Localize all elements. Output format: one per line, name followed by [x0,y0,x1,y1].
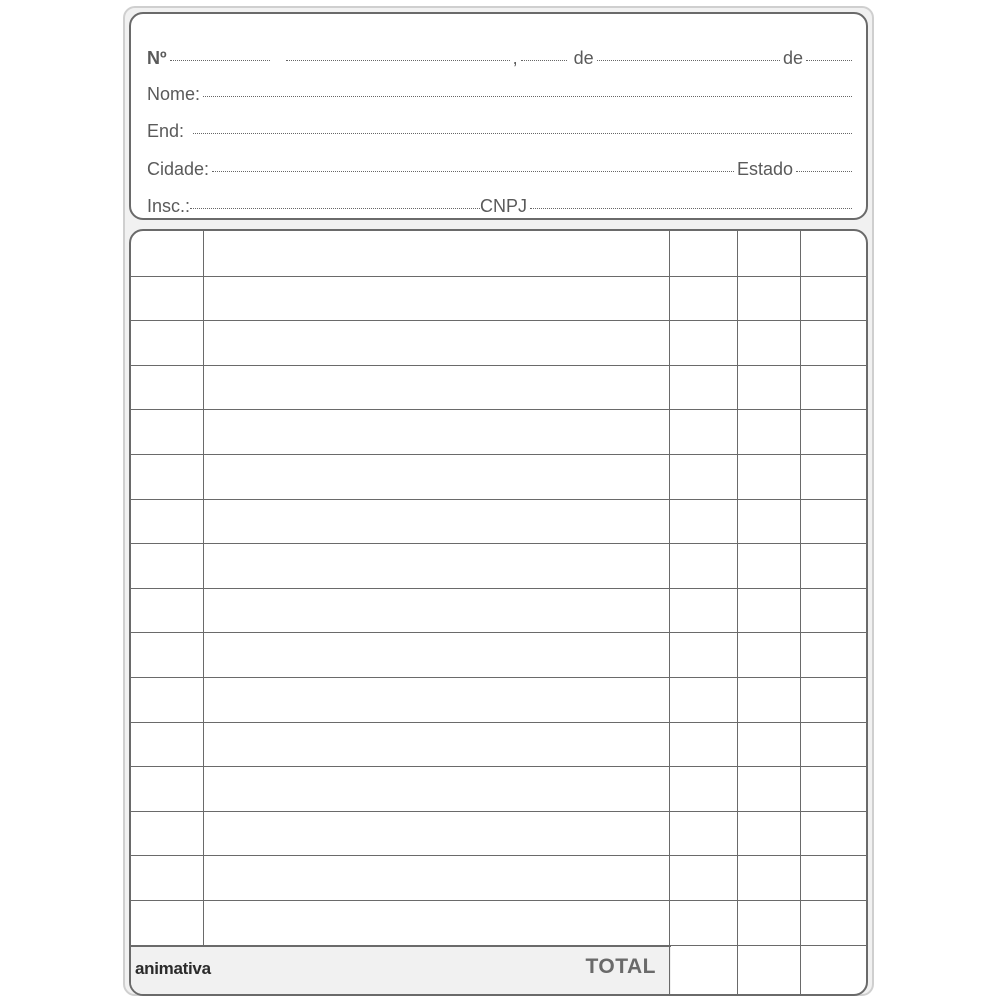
table-row-line [131,588,868,589]
de-label-1: de [573,48,594,68]
insc-cnpj-line [147,196,855,217]
customer-info-box [129,12,868,220]
table-row-line [131,276,868,277]
column-divider [800,231,801,996]
column-divider [737,231,738,996]
table-row-line [131,945,868,946]
comma-separator: , [512,48,518,68]
table-row-line [131,320,868,321]
items-table [129,229,868,996]
insc-label: Insc.: [147,196,191,216]
de-label-2: de [782,48,803,68]
nome-field[interactable] [203,96,852,97]
table-row-line [131,632,868,633]
numero-label: Nº [147,48,167,68]
table-row-line [131,811,868,812]
year-field[interactable] [806,60,852,61]
cidade-line [147,159,855,180]
brand-logo: animativa [135,959,211,978]
end-field[interactable] [193,133,852,134]
table-row-line [131,855,868,856]
table-row-line [131,543,868,544]
cidade-field[interactable] [212,171,734,172]
cidade-label: Cidade: [147,159,210,179]
column-divider [669,231,670,996]
table-row-line [131,454,868,455]
table-row-line [131,409,868,410]
table-row-line [131,722,868,723]
month-field[interactable] [597,60,780,61]
table-row-line [131,499,868,500]
day-field[interactable] [521,60,567,61]
table-row-line [131,677,868,678]
estado-field[interactable] [796,171,852,172]
cnpj-field[interactable] [530,208,852,209]
number-date-line [147,48,855,69]
total-label: TOTAL [585,955,656,978]
table-row-line [131,766,868,767]
nome-line [147,84,855,105]
end-label: End: [147,121,185,141]
place-field[interactable] [286,60,510,61]
table-row-line [131,365,868,366]
insc-field[interactable] [190,208,480,209]
estado-label: Estado [736,159,793,179]
cnpj-label: CNPJ [480,196,528,216]
end-line [147,121,855,142]
nome-label: Nome: [147,84,201,104]
table-row-line [131,900,868,901]
numero-field[interactable] [170,60,270,61]
